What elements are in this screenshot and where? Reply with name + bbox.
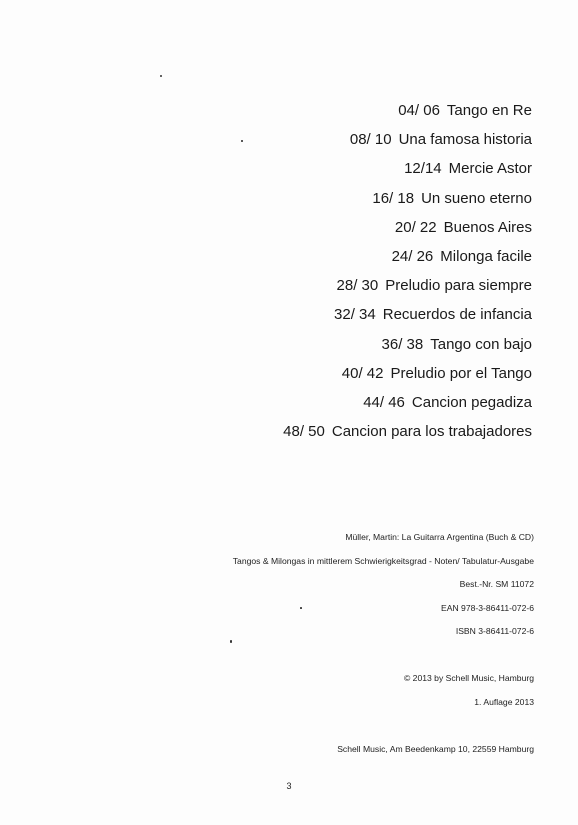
scan-speck — [160, 75, 162, 77]
toc-entry — [283, 388, 532, 417]
toc-title: Preludio para siempre — [385, 277, 532, 295]
imprint-spacer — [233, 648, 534, 672]
toc-entry — [283, 242, 532, 271]
toc-title: Buenos Aires — [443, 218, 532, 236]
toc-entry — [283, 359, 532, 388]
page-number: 3 — [286, 781, 292, 791]
imprint-edition: 1. Auflage 2013 — [474, 696, 534, 707]
toc-entry — [283, 271, 532, 300]
toc-page-numbers: 36/ 38 — [381, 335, 424, 353]
toc-title: Tango en Re — [446, 102, 532, 119]
toc-entry — [283, 184, 532, 213]
toc-page-numbers: 08/ 10 — [349, 131, 392, 149]
toc-title: Cancion pegadiza — [411, 393, 532, 411]
toc-title: Tango con bajo — [430, 335, 532, 353]
toc-title: Recuerdos de infancia — [382, 306, 532, 324]
imprint-isbn: ISBN 3-86411-072-6 — [455, 626, 534, 636]
toc-page-numbers: 32/ 34 — [334, 306, 376, 324]
imprint-copyright: © 2013 by Schell Music, Hamburg — [403, 673, 534, 683]
imprint-ean: EAN 978-3-86411-072-6 — [441, 602, 534, 613]
toc-entry — [283, 300, 532, 329]
toc-page-numbers: 24/ 26 — [391, 247, 434, 265]
toc-title: Milonga facile — [440, 247, 532, 265]
toc-title: Una famosa historia — [398, 131, 532, 149]
toc-entry — [283, 125, 532, 154]
toc-title: Mercie Astor — [448, 160, 532, 178]
toc-entry — [283, 96, 532, 125]
toc-title: Cancion para los trabajadores — [331, 423, 532, 441]
toc-entry — [283, 154, 532, 183]
toc-title: Preludio por el Tango — [390, 364, 532, 382]
imprint-address: Schell Music, Am Beedenkamp 10, 22559 Hamburg — [337, 743, 534, 754]
imprint-spacer — [233, 718, 534, 742]
toc-entry — [283, 330, 532, 359]
toc-entry — [283, 417, 532, 446]
toc-page-numbers: 04/ 06 — [398, 102, 440, 119]
scan-speck — [230, 640, 232, 643]
scan-speck — [300, 607, 302, 609]
toc-page-numbers: 48/ 50 — [283, 423, 325, 441]
imprint-book-title: Müller, Martin: La Guitarra Argentina (Buch & CD) — [345, 532, 534, 542]
table-of-contents — [283, 96, 532, 446]
toc-page-numbers: 28/ 30 — [336, 277, 379, 295]
toc-page-numbers: 20/ 22 — [394, 218, 437, 236]
imprint-block — [233, 530, 534, 765]
toc-page-numbers: 12/14 — [404, 160, 442, 178]
toc-page-numbers: 44/ 46 — [363, 393, 405, 411]
toc-title: Un sueno eterno — [421, 189, 532, 207]
toc-page-numbers: 40/ 42 — [341, 364, 384, 382]
toc-page-numbers: 16/ 18 — [372, 189, 415, 207]
imprint-order-number: Best.-Nr. SM 11072 — [459, 579, 534, 589]
imprint-subtitle: Tangos & Milongas in mittlerem Schwierigkeitsgrad - Noten/ Tabulatur-Ausgabe — [232, 555, 534, 566]
toc-entry — [283, 213, 532, 242]
scan-speck — [241, 140, 243, 142]
